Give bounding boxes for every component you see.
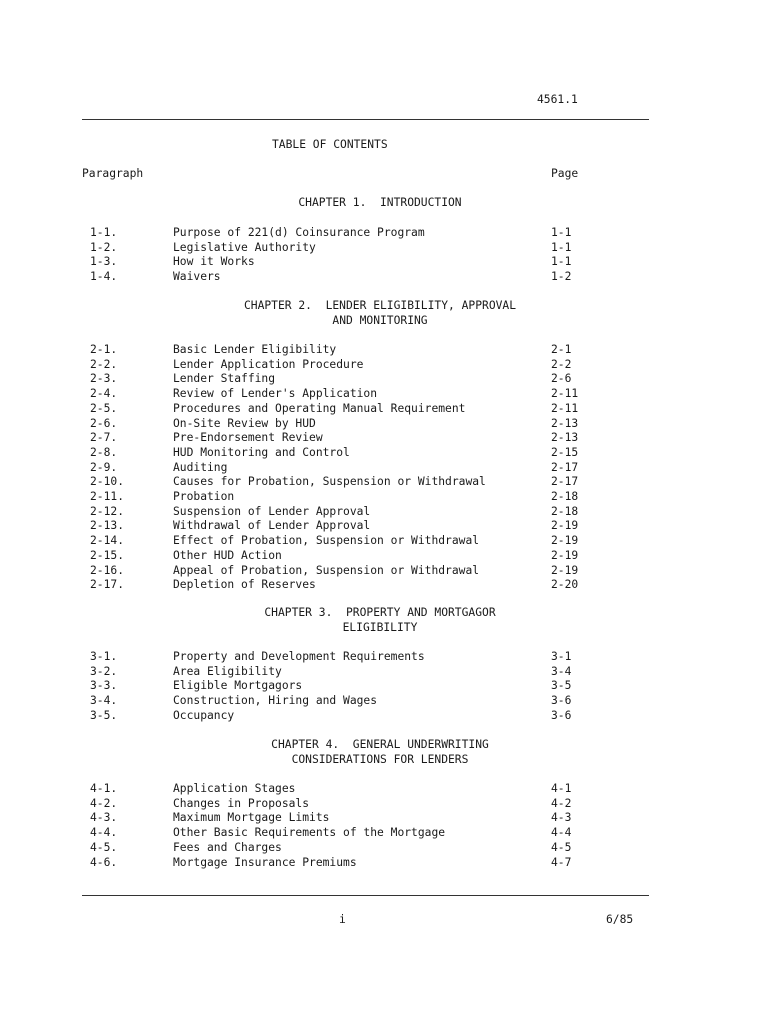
paragraph-number: 2-2.	[90, 357, 118, 371]
entry-title: Review of Lender's Application	[173, 387, 378, 401]
paragraph-number: 4-4.	[90, 826, 118, 840]
paragraph-number: 4-1.	[90, 782, 118, 795]
entry-title: Property and Development Requirements	[173, 650, 425, 663]
paragraph-number: 2-12.	[90, 504, 125, 518]
entry-page: 3-6	[551, 694, 572, 708]
entry-title: Maximum Mortgage Limits	[173, 811, 330, 825]
entry-page: 3-4	[551, 664, 572, 678]
entry-page: 3-5	[551, 679, 572, 693]
paragraph-number: 2-17.	[90, 578, 125, 592]
entry-page: 2-13	[551, 416, 579, 430]
paragraph-number: 1-1.	[90, 226, 118, 239]
entry-title: Legislative Authority	[173, 240, 316, 254]
paragraph-number: 3-4.	[90, 694, 118, 708]
chapter-heading: CHAPTER 1. INTRODUCTION	[298, 196, 462, 209]
entry-page: 2-6	[551, 372, 572, 386]
entry-page: 2-20	[551, 578, 579, 592]
entry-title: Other Basic Requirements of the Mortgage	[173, 826, 446, 840]
entry-title: Other HUD Action	[173, 548, 282, 562]
paragraph-number: 2-15.	[90, 548, 125, 562]
paragraph-number: 4-2.	[90, 796, 118, 810]
paragraph-number: 2-5.	[90, 401, 118, 415]
paragraph-number: 2-11.	[90, 490, 125, 503]
entry-title: Application Stages	[173, 782, 296, 795]
entry-title: Construction, Hiring and Wages	[173, 694, 378, 708]
entry-page: 1-1	[551, 240, 572, 254]
entry-title: Basic Lender Eligibility	[173, 343, 337, 356]
paragraph-number: 4-5.	[90, 840, 118, 854]
page-column-header: Page	[551, 167, 579, 180]
entry-page: 2-17	[551, 460, 579, 474]
entry-title: Effect of Probation, Suspension or Withdrawal	[173, 534, 480, 548]
entry-page: 2-11	[551, 401, 579, 415]
paragraph-number: 4-6.	[90, 855, 118, 869]
paragraph-number: 1-2.	[90, 240, 118, 254]
entry-page: 2-18	[551, 490, 579, 503]
entry-page: 4-3	[551, 811, 572, 825]
paragraph-number: 2-14.	[90, 534, 125, 548]
paragraph-number: 3-5.	[90, 708, 118, 722]
chapter-heading-continued: AND MONITORING	[332, 313, 428, 327]
entry-title: Waivers	[173, 270, 221, 284]
entry-page: 2-19	[551, 548, 579, 562]
header-rule	[82, 119, 649, 120]
entry-title: Lender Staffing	[173, 372, 276, 386]
entry-title: HUD Monitoring and Control	[173, 445, 350, 459]
entry-page: 2-15	[551, 445, 579, 459]
revision-date: 6/85	[606, 913, 634, 926]
entry-title: Changes in Proposals	[173, 796, 310, 810]
paragraph-number: 2-16.	[90, 563, 125, 577]
entry-page: 2-19	[551, 519, 579, 533]
paragraph-number: 2-7.	[90, 431, 118, 445]
entry-title: Suspension of Lender Approval	[173, 504, 371, 518]
entry-page: 4-1	[551, 782, 572, 795]
paragraph-number: 2-4.	[90, 387, 118, 401]
entry-title: Appeal of Probation, Suspension or Withdrawal	[173, 563, 480, 577]
paragraph-number: 4-3.	[90, 811, 118, 825]
entry-page: 2-19	[551, 563, 579, 577]
paragraph-column-header: Paragraph	[82, 167, 144, 180]
paragraph-number: 2-8.	[90, 445, 118, 459]
chapter-heading: CHAPTER 3. PROPERTY AND MORTGAGOR	[264, 606, 496, 619]
entry-page: 4-7	[551, 855, 572, 869]
entry-page: 3-6	[551, 708, 572, 722]
entry-page: 2-2	[551, 357, 572, 371]
entry-title: Area Eligibility	[173, 664, 282, 678]
entry-title: Depletion of Reserves	[173, 578, 316, 592]
entry-page: 4-2	[551, 796, 572, 810]
paragraph-number: 1-3.	[90, 255, 118, 269]
entry-page: 1-1	[551, 255, 572, 269]
paragraph-number: 3-1.	[90, 650, 118, 663]
entry-title: Fees and Charges	[173, 840, 282, 854]
entry-page: 2-17	[551, 475, 579, 489]
paragraph-number: 2-13.	[90, 519, 125, 533]
paragraph-number: 2-6.	[90, 416, 118, 430]
footer-rule	[82, 895, 649, 896]
entry-title: Procedures and Operating Manual Requirement	[173, 401, 466, 415]
paragraph-number: 3-3.	[90, 679, 118, 693]
paragraph-number: 2-10.	[90, 475, 125, 489]
entry-page: 4-4	[551, 826, 572, 840]
entry-page: 2-18	[551, 504, 579, 518]
entry-title: Mortgage Insurance Premiums	[173, 855, 357, 869]
entry-title: Lender Application Procedure	[173, 357, 364, 371]
entry-title: Occupancy	[173, 708, 235, 722]
entry-page: 2-1	[551, 343, 572, 356]
entry-page: 1-2	[551, 270, 572, 284]
entry-title: Purpose of 221(d) Coinsurance Program	[173, 226, 425, 239]
chapter-heading: CHAPTER 4. GENERAL UNDERWRITING	[271, 738, 489, 751]
chapter-heading-continued: ELIGIBILITY	[342, 620, 418, 634]
entry-title: Auditing	[173, 460, 228, 474]
page-number: i	[339, 913, 346, 926]
entry-title: On-Site Review by HUD	[173, 416, 316, 430]
entry-page: 2-19	[551, 534, 579, 548]
paragraph-number: 2-1.	[90, 343, 118, 356]
paragraph-number: 2-9.	[90, 460, 118, 474]
chapter-heading-continued: CONSIDERATIONS FOR LENDERS	[291, 752, 469, 766]
toc-title: TABLE OF CONTENTS	[272, 138, 388, 151]
entry-title: Causes for Probation, Suspension or Withdrawal	[173, 475, 486, 489]
paragraph-number: 2-3.	[90, 372, 118, 386]
entry-title: How it Works	[173, 255, 255, 269]
paragraph-number: 3-2.	[90, 664, 118, 678]
entry-page: 2-13	[551, 431, 579, 445]
entry-page: 4-5	[551, 840, 572, 854]
paragraph-number: 1-4.	[90, 270, 118, 284]
entry-title: Withdrawal of Lender Approval	[173, 519, 371, 533]
entry-page: 3-1	[551, 650, 572, 663]
document-number: 4561.1	[537, 93, 578, 106]
entry-title: Eligible Mortgagors	[173, 679, 303, 693]
chapter-heading: CHAPTER 2. LENDER ELIGIBILITY, APPROVAL	[243, 299, 517, 312]
entry-title: Probation	[173, 490, 235, 503]
entry-title: Pre-Endorsement Review	[173, 431, 323, 445]
entry-page: 2-11	[551, 387, 579, 401]
entry-page: 1-1	[551, 226, 572, 239]
